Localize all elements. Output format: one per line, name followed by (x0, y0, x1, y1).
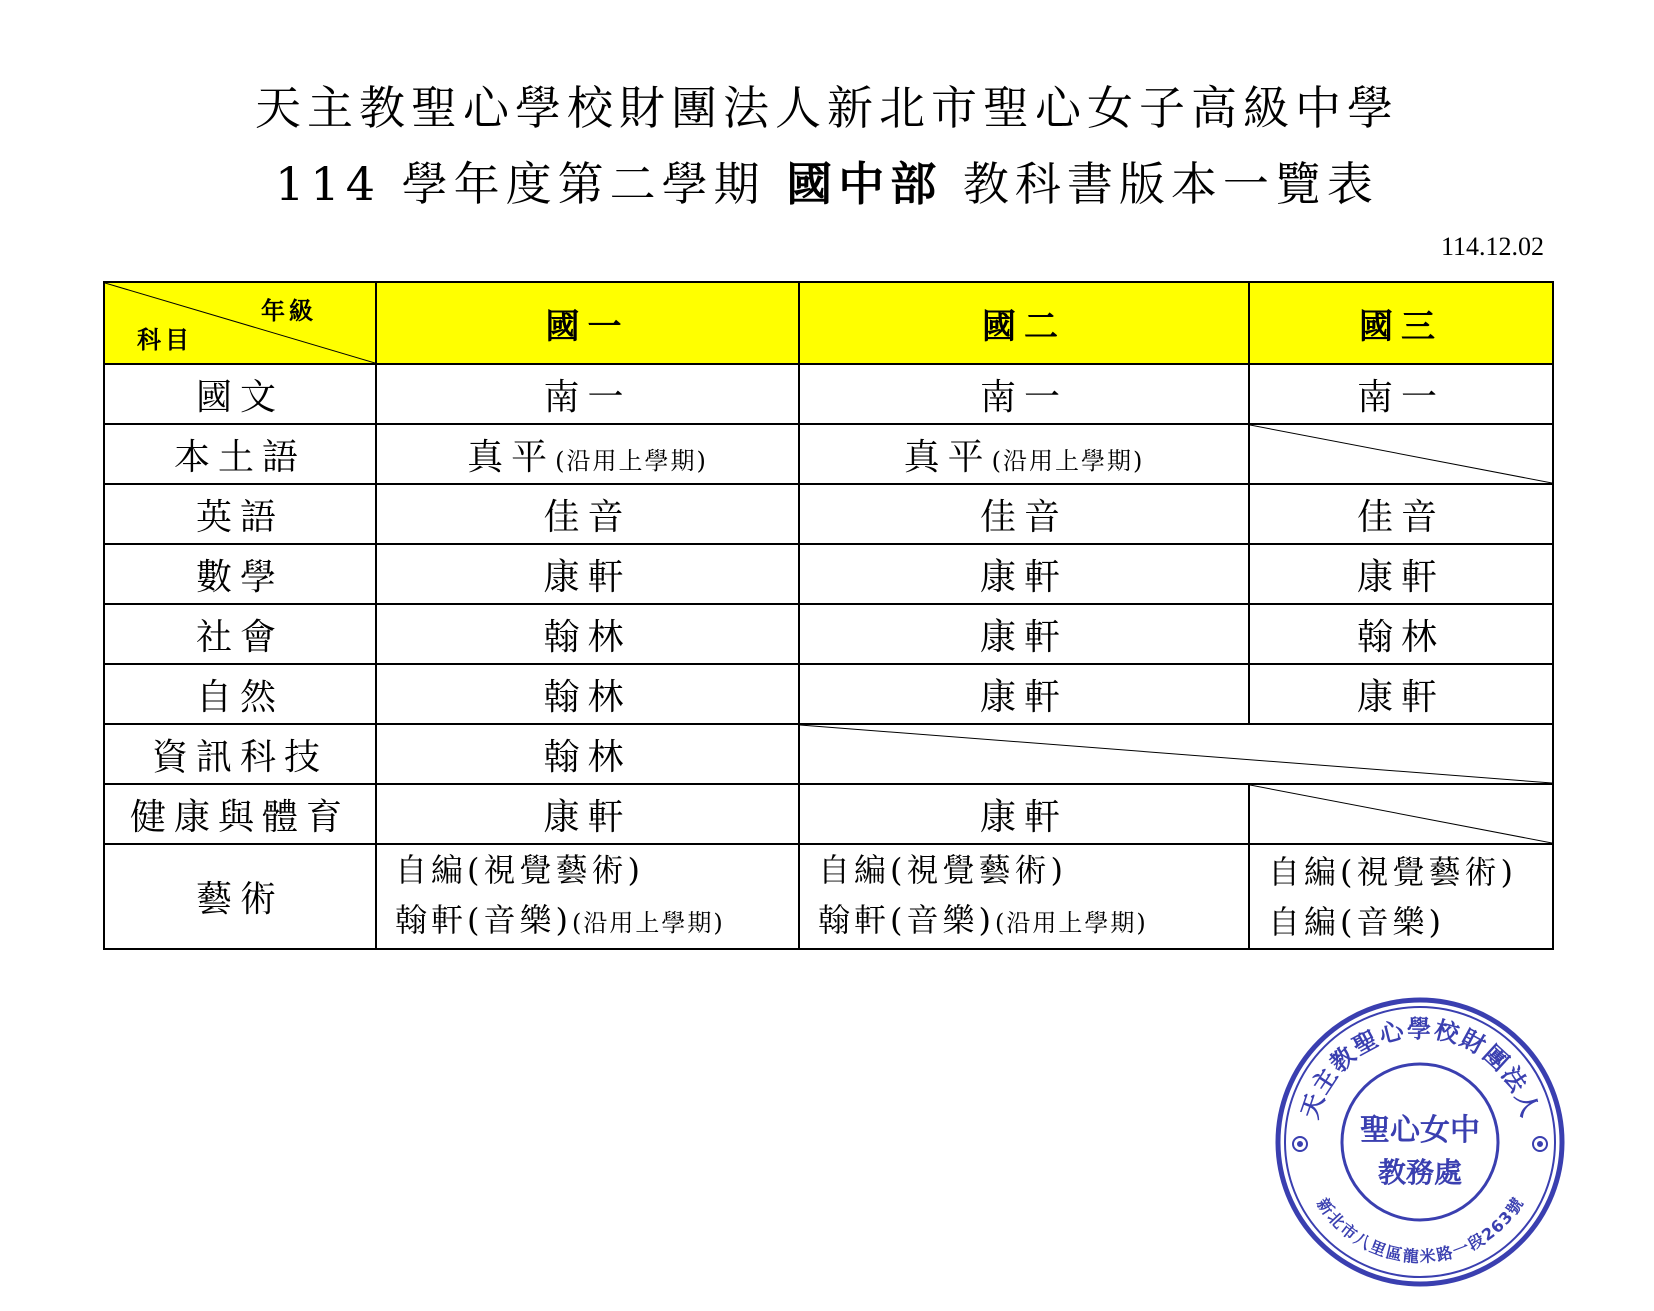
carryover-note: (沿用上學期) (994, 909, 1148, 937)
carryover-note: (沿用上學期) (555, 446, 708, 475)
publisher-cell: 康軒 (799, 544, 1249, 604)
table-row (104, 724, 1553, 784)
publisher-cell: 佳音 (376, 484, 799, 544)
publisher-cell (1249, 844, 1553, 949)
arts-line (395, 895, 798, 948)
corner-grade-label: 年級 (261, 296, 317, 325)
seal-outer-text: 天主教聖心學校財團法人 (1295, 1015, 1545, 1123)
table-row (104, 544, 1553, 604)
subject-cell: 本土語 (104, 424, 376, 484)
grade-header: 國二 (799, 282, 1249, 364)
arts-line: 自編(視覺藝術) (818, 851, 1067, 889)
arts-line: 自編(視覺藝術) (395, 851, 644, 889)
subject-cell: 藝術 (104, 844, 376, 949)
publisher-cell: 康軒 (799, 664, 1249, 724)
table-row (104, 484, 1553, 544)
table-row (104, 424, 1553, 484)
dept-label: 國中部 (786, 157, 943, 211)
empty-diagonal (1250, 785, 1552, 843)
arts-music: 翰軒(音樂) (818, 901, 995, 939)
header-row (104, 282, 1553, 364)
subject-cell: 社會 (104, 604, 376, 664)
school-title: 天主教聖心學校財團法人新北市聖心女子高級中學 (255, 81, 1399, 135)
table-row (104, 784, 1553, 844)
subject-cell: 數學 (104, 544, 376, 604)
publisher-cell: 康軒 (376, 544, 799, 604)
publisher-cell: 翰林 (1249, 604, 1553, 664)
publisher-cell (376, 424, 799, 484)
publisher-cell: 翰林 (376, 604, 799, 664)
doc-date: 114.12.02 (1440, 232, 1544, 261)
school-seal (1270, 992, 1570, 1292)
empty-cell (1249, 424, 1553, 484)
publisher-cell: 康軒 (799, 784, 1249, 844)
publisher-cell (376, 844, 799, 949)
empty-cell (799, 724, 1553, 784)
grade-header: 國三 (1249, 282, 1553, 364)
seal-flower-icon (1533, 1137, 1547, 1151)
arts-line: 自編(音樂) (1268, 902, 1445, 941)
publisher-cell: 康軒 (799, 604, 1249, 664)
publisher-cell: 翰林 (376, 664, 799, 724)
grade-header: 國一 (376, 282, 799, 364)
arts-line (818, 895, 1248, 948)
carryover-note: (沿用上學期) (571, 909, 725, 937)
subject-cell: 自然 (104, 664, 376, 724)
doc-label: 教科書版本一覽表 (962, 157, 1379, 211)
seal-office-name: 教務處 (1377, 1156, 1463, 1189)
publisher-cell: 翰林 (376, 724, 799, 784)
publisher-cell: 康軒 (376, 784, 799, 844)
subject-cell: 健康與體育 (104, 784, 376, 844)
textbook-table (103, 281, 1554, 950)
publisher-name: 真平 (467, 436, 556, 478)
publisher-cell: 南一 (1249, 364, 1553, 424)
seal-school-name: 聖心女中 (1360, 1113, 1480, 1148)
subject-cell: 國文 (104, 364, 376, 424)
subject-cell: 資訊科技 (104, 724, 376, 784)
publisher-cell: 康軒 (1249, 664, 1553, 724)
table-row (104, 844, 1553, 949)
arts-music: 翰軒(音樂) (395, 901, 572, 939)
publisher-cell: 佳音 (799, 484, 1249, 544)
seal-address-text: 新北市八里區龍米路一段263號 (1313, 1194, 1527, 1267)
publisher-name: 真平 (903, 436, 992, 478)
publisher-cell (799, 424, 1249, 484)
term-label: 114 學年度第二學期 (275, 157, 766, 211)
publisher-cell: 康軒 (1249, 544, 1553, 604)
empty-diagonal (800, 725, 1552, 783)
seal-flower-icon (1293, 1137, 1307, 1151)
table-row (104, 364, 1553, 424)
publisher-cell (799, 844, 1249, 949)
empty-diagonal (1250, 425, 1552, 483)
empty-cell (1249, 784, 1553, 844)
arts-line: 自編(視覺藝術) (1268, 852, 1517, 891)
carryover-note: (沿用上學期) (991, 446, 1145, 475)
doc-title (0, 148, 1654, 214)
table-row (104, 604, 1553, 664)
publisher-cell: 南一 (799, 364, 1249, 424)
corner-cell (104, 282, 376, 364)
publisher-cell: 南一 (376, 364, 799, 424)
corner-subject-label: 科目 (137, 325, 193, 354)
publisher-cell: 佳音 (1249, 484, 1553, 544)
subject-cell: 英語 (104, 484, 376, 544)
table-row (104, 664, 1553, 724)
